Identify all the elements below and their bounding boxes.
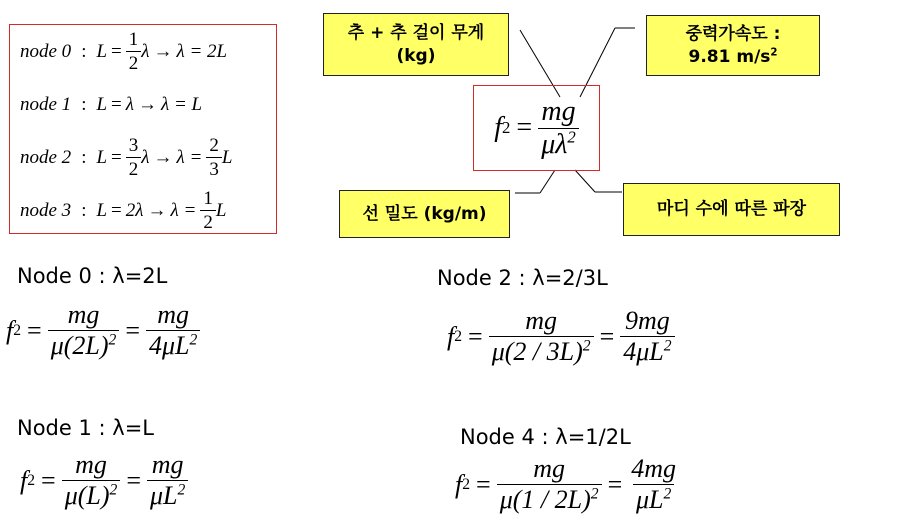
case-header: Node 0 : λ=2L [17,264,168,288]
arrow-icon: → [153,40,173,62]
node-1-relation: node 1 : L = λ → λ = L [20,93,203,115]
fraction: $\frac{4mg}{\mu L^2}$ [631,454,677,514]
case-formula: f 2 = $\frac{mg}{\mu(2L)^2}$ = $\frac{mg}{4\mu L^2}$ [6,302,200,359]
case-formula: f 2 = $\frac{mg}{\mu(1 / 2L)^2}$ = $\frac{4mg}{\mu L^2}$ [455,456,679,513]
fraction: $\frac{mg}{\mu\lambda^2}$ [538,98,579,159]
arrow-icon: → [138,93,157,115]
fraction: $\frac{mg}{\mu(1 / 2L)^2}$ [497,456,602,513]
node-label: node 0 [20,40,72,62]
fraction: $\frac{2}{3}$ [206,136,222,179]
case-formula: f 2 = $\frac{mg}{\mu(2 / 3L)^2}$ = $\frac{9mg}{4\mu L^2}$ [447,308,675,365]
fraction: $\frac{3}{2}$ [126,136,142,179]
gravity-callout: 중력가속도 : 9.81 $m/s^2$ [646,15,820,76]
wavelength-connector-a [575,170,595,192]
node-label: node 2 [20,146,72,168]
fraction: $\frac{mg}{4\mu L^2}$ [146,302,200,359]
arrow-icon: → [153,146,173,168]
fraction: $\frac{1}{2}$ [126,30,142,73]
case-header: Node 1 : λ=L [17,416,154,440]
fraction: $\frac{9mg}{4\mu L^2}$ [620,308,674,365]
fraction: $\frac{mg}{\mu L^2}$ [147,452,188,509]
density-callout: 선 밀도 (kg/m) [339,190,510,238]
wavelength-callout: 마디 수에 따른 파장 [623,183,840,236]
node-0-relation: node 0 : L = $\frac{1}{2}$ λ → λ = 2L [20,29,228,74]
case-formula: f 2 = $\frac{mg}{\mu(L)^2}$ = $\frac{mg}{\mu L^2}$ [20,452,188,509]
node-2-relation: node 2 : L = $\frac{3}{2}$ λ → λ = $\frac{2}{3}$ L [20,135,233,180]
fraction: $\frac{mg}{\mu(2L)^2}$ [48,302,120,359]
case-header: Node 2 : λ=2/3L [437,266,608,290]
node-label: node 1 [20,93,72,115]
weight-callout: 추 + 추 걸이 무게 (kg) [323,13,509,76]
wave-frequency-formula: f 2 = $\frac{mg}{\mu\lambda^2}$ [494,98,579,159]
arrow-icon: → [147,199,167,221]
node-3-relation: node 3 : L = 2λ → λ = $\frac{1}{2}$ L [20,188,227,233]
fraction: $\frac{mg}{\mu(L)^2}$ [62,452,121,509]
fraction: $\frac{1}{2}$ [200,189,216,232]
fraction: $\frac{mg}{\mu(2 / 3L)^2}$ [489,308,594,365]
main-formula-box [473,85,600,171]
node-label: node 3 [20,199,72,221]
density-connector-a [540,170,555,193]
case-header: Node 4 : λ=1/2L [460,425,631,449]
